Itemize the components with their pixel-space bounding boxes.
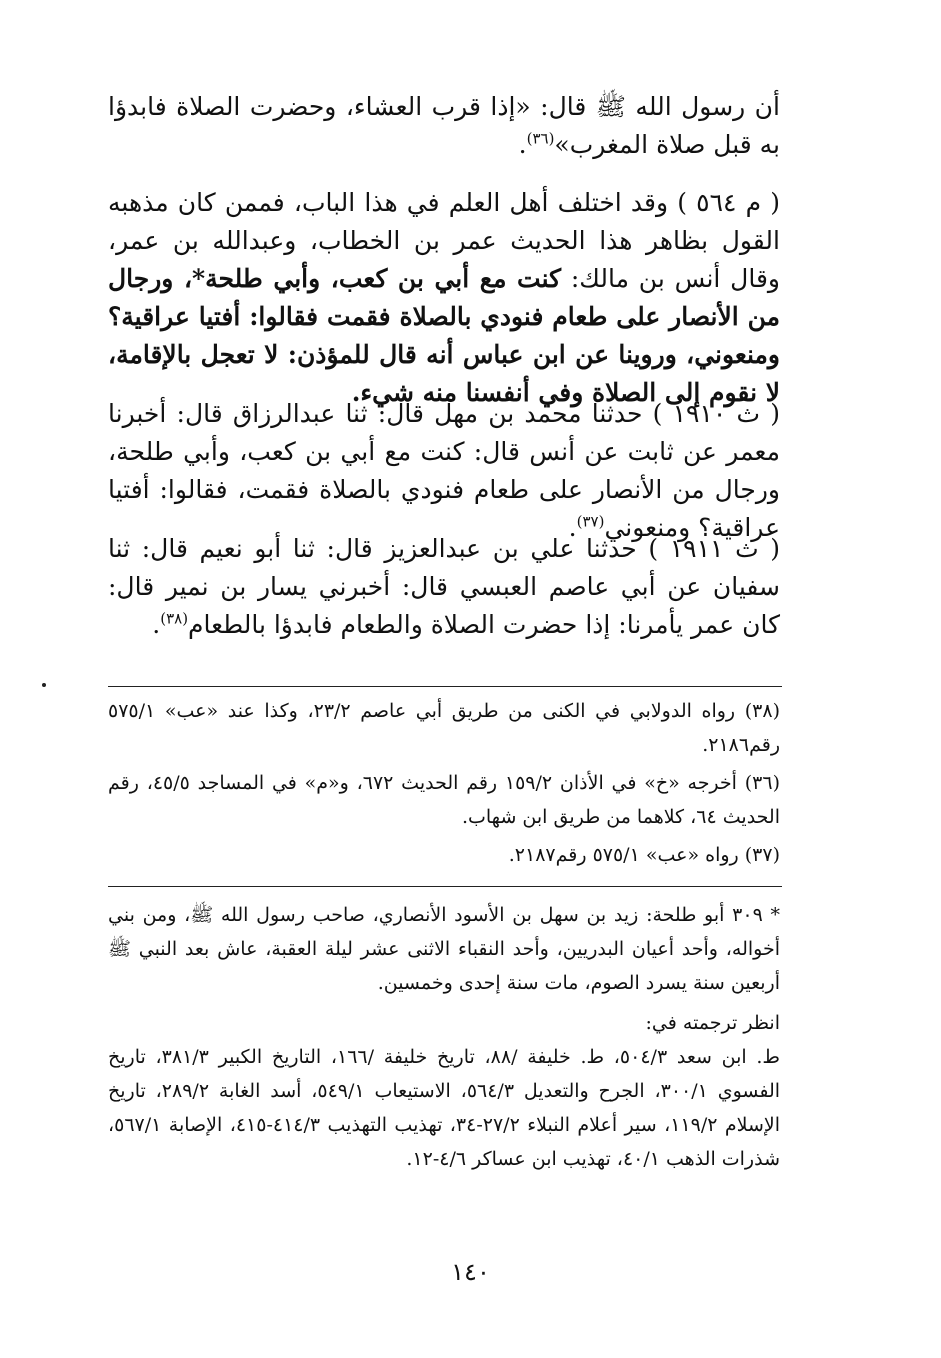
paragraph-2-quote: كنت مع أبي بن كعب، وأبي طلحة*، ورجال من الأنصار على طعام فنودي بالصلاة فقمت فقالوا: أفتيا عراقية؟ ومنعوني، وروينا عن ابن عباس أنه قال للمؤذن: لا تعجل بالإقامة، لا نقوم إلى الصلاة وفي أنفسنا منه شيء. [108, 264, 780, 407]
bio-note [108, 898, 780, 1000]
paragraph-3-text: ( ث ١٩١٠ ) حدثنا محمد بن مهل قال: ثنا عبدالرزاق قال: أخبرنا معمر عن ثابت عن أنس قال: كنت مع أبي بن كعب، وأبي طلحة، ورجال من الأنصار على طعام فنودي بالصلاة فقمت، فقالوا: أفتيا عراقية؟ ومنعوني [108, 399, 780, 542]
paragraph-1-end: . [518, 130, 527, 159]
paragraph-4 [108, 530, 780, 644]
footnote-ref-38: (٣٨) [160, 609, 189, 628]
bio-see-also [108, 1006, 780, 1040]
bio-separator [108, 886, 782, 887]
paragraph-1 [108, 88, 780, 164]
footnote-37-text: (٣٧) رواه «عب» ٥٧٥/١ رقم٢١٨٧. [508, 844, 780, 866]
footnote-38-text: (٣٨) رواه الدولابي في الكنى من طريق أبي عاصم ٢٣/٢، وكذا عند «عب» ٥٧٥/١ رقم٢١٨٦. [108, 700, 780, 756]
bio-references [108, 1040, 780, 1176]
footnote-37 [108, 838, 780, 872]
paragraph-2 [108, 184, 780, 412]
footnote-separator [108, 686, 782, 687]
bio-see-also-label: انظر ترجمته في: [645, 1012, 780, 1034]
paragraph-4-end: . [152, 610, 161, 639]
paragraph-3-end: . [568, 513, 577, 542]
page-number: ١٤٠ [451, 1258, 490, 1286]
bio-entry: * ٣٠٩ أبو طلحة: زيد بن سهل بن الأسود الأنصاري، صاحب رسول الله ﷺ، ومن بني أخواله، وأحد أعيان البدريين، وأحد النقباء الاثنى عشر ليلة العقبة، عاش بعد النبي ﷺ أربعين سنة يسرد الصوم، مات سنة إحدى وخمسين. [108, 904, 780, 994]
paragraph-2-text: ( م ٥٦٤ ) وقد اختلف أهل العلم في هذا الباب، فممن كان مذهبه القول بظاهر هذا الحديث عمر بن الخطاب، وعبدالله بن عمر، وقال أنس بن مالك: [108, 188, 780, 293]
footnote-ref-36: (٣٦) [526, 129, 555, 148]
footnote-38 [108, 694, 780, 762]
footnote-36-text: (٣٦) أخرجه «خ» في الأذان ١٥٩/٢ رقم الحديث ٦٧٢، و«م» في المساجد ٤٥/٥، رقم الحديث ٦٤، كلاهما من طريق ابن شهاب. [108, 772, 780, 828]
footnote-ref-37: (٣٧) [576, 512, 605, 531]
footnote-36 [108, 766, 780, 834]
paragraph-3 [108, 395, 780, 547]
margin-mark [42, 683, 46, 687]
paragraph-1-text: أن رسول الله ﷺ قال: «إذا قرب العشاء، وحضرت الصلاة فابدؤا به قبل صلاة المغرب» [108, 92, 780, 159]
bio-references-text: ط. ابن سعد ٥٠٤/٣، ط. خليفة /٨٨، تاريخ خليفة /١٦٦، التاريخ الكبير ٣٨١/٣، تاريخ الفسوي ٣٠٠/١، الجرح والتعديل ٥٦٤/٣، الاستيعاب ٥٤٩/١، أسد الغابة ٢٨٩/٢، تاريخ الإسلام ١١٩/٢، سير أعلام النبلاء ٢٧/٢-٣٤، تهذيب التهذيب ٤١٤/٣-٤١٥، الإصابة ٥٦٧/١، شذرات الذهب ٤٠/١، تهذيب ابن عساكر ٤/٦-١٢. [108, 1046, 781, 1170]
paragraph-4-text: ( ث ١٩١١ ) حدثنا علي بن عبدالعزيز قال: ثنا أبو نعيم قال: ثنا سفيان عن أبي عاصم العبسي قال: أخبرني يسار بن نمير قال: كان عمر يأمرنا: إذا حضرت الصلاة والطعام فابدؤا بالطعام [108, 534, 780, 639]
